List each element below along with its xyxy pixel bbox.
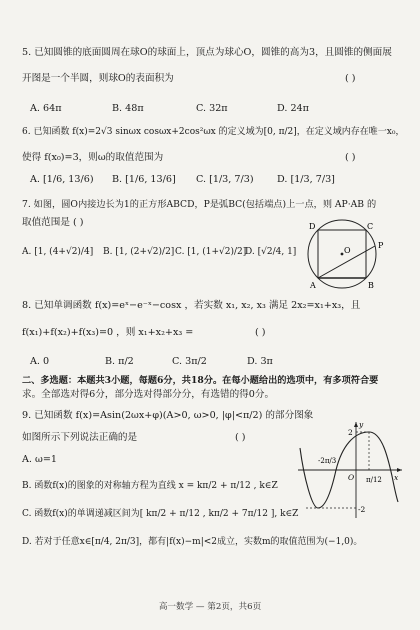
q9-option-d: D. 若对于任意x∈[π/4, 2π/3]，都有|f(x)−m|<2成立，实数m的取值范围为(−1,0)。 [22, 537, 363, 547]
q9-sine-graph-figure [296, 418, 406, 522]
q5-stem-line1: 5. 已知圆锥的底面圆周在球O的球面上，顶点为球心O，圆锥的高为3，且圆锥的侧面展 [22, 47, 392, 58]
label-p: P [378, 241, 384, 250]
q6-answer-paren: ( ) [345, 152, 356, 163]
q7-stem-line2: 取值范围是 ( ) [22, 217, 84, 228]
q8-stem-line1: 8. 已知单调函数 f(x)=eˣ−e⁻ˣ−cosx ，若实数 x₁, x₂, x₃ 满足 2x₂=x₁+x₃，且 [22, 300, 361, 311]
q7-option-b: B. [1, (2+√2)/2] [103, 247, 175, 257]
q9-option-a: A. ω=1 [22, 454, 57, 465]
q5-option-d: D. 24π [277, 103, 309, 114]
label-d: D [309, 222, 316, 231]
q7-option-c: C. [1, (1+√2)/2] [175, 247, 247, 257]
y-label: y [359, 420, 364, 429]
q6-stem-line2: 使得 f(x₀)=3，则ω的取值范围为 [22, 152, 164, 163]
max-label: 2 [348, 428, 353, 437]
q9-stem-line2: 如图所示下列说法正确的是 [22, 432, 138, 443]
q5-answer-paren: ( ) [345, 73, 356, 84]
origin-label: O [348, 473, 355, 482]
q8-stem-line2: f(x₁)+f(x₂)+f(x₃)=0 ，则 x₁+x₂+x₃ = [22, 327, 194, 338]
x-label: x [394, 473, 399, 482]
q6-option-a: A. [1/6, 13/6) [30, 174, 94, 185]
section2-heading-line2: 求。全部选对得6分，部分选对得部分分，有选错的得0分。 [22, 389, 275, 400]
neg-2pi-3-label: -2π/3 [318, 457, 337, 465]
center-dot [341, 253, 344, 256]
q5-option-c: C. 32π [196, 103, 228, 114]
label-c: C [367, 222, 374, 231]
q5-option-a: A. 64π [30, 103, 62, 114]
q9-stem-line1: 9. 已知函数 f(x)=Asin(2ωx+φ)(A>0, ω>0, |φ|<π/2) 的部分图象 [22, 410, 314, 421]
q6-option-b: B. [1/6, 13/6] [112, 174, 176, 185]
q8-answer-paren: ( ) [255, 327, 266, 338]
label-b: B [368, 281, 374, 290]
y-axis-arrow [354, 422, 358, 427]
q6-option-d: D. [1/3, 7/3] [277, 174, 335, 185]
min-label: -2 [358, 505, 366, 514]
page-footer: 高一数学 — 第2页，共6页 [158, 602, 262, 612]
q5-stem-line2: 开图是一个半圆，则球O的表面积为 [22, 73, 174, 84]
q6-stem-line1: 6. 已知函数 f(x)=2√3 sinωx cosωx+2cos²ωx 的定义域为[0, π/2]，在定义域内存在唯一x₀， [22, 127, 405, 137]
q8-option-d: D. 3π [247, 356, 273, 367]
x-axis-arrow [397, 468, 402, 472]
q9-answer-paren: ( ) [235, 432, 246, 443]
pi-12-label: π/12 [366, 476, 382, 484]
q8-option-a: A. 0 [30, 356, 50, 367]
q9-option-b: B. 函数f(x)的图象的对称轴方程为直线 x = kπ/2 + π/12 , k∈Z [22, 481, 278, 491]
section2-heading-line1: 二、多选题：本题共3小题，每题6分，共18分。在每小题给出的选项中，有多项符合要 [22, 375, 379, 386]
label-o: O [344, 246, 351, 255]
q8-option-c: C. 3π/2 [172, 356, 207, 367]
q7-option-a: A. [1, (4+√2)/4] [22, 247, 94, 257]
q6-option-c: C. [1/3, 7/3) [196, 174, 254, 185]
q9-option-c: C. 函数f(x)的单调递减区间为[ kπ/2 + π/12 , kπ/2 + 7π/12 ], k∈Z [22, 509, 299, 519]
q7-stem-line1: 7. 如图，圆O内接边长为1的正方形ABCD，P是弧BC(包括端点)上一点，则 AP·AB 的 [22, 199, 377, 210]
q5-option-b: B. 48π [112, 103, 144, 114]
label-a: A [310, 281, 316, 290]
q7-circle-square-figure [300, 208, 395, 300]
q8-option-b: B. π/2 [105, 356, 134, 367]
q7-option-d: D. [√2/4, 1] [245, 247, 297, 257]
